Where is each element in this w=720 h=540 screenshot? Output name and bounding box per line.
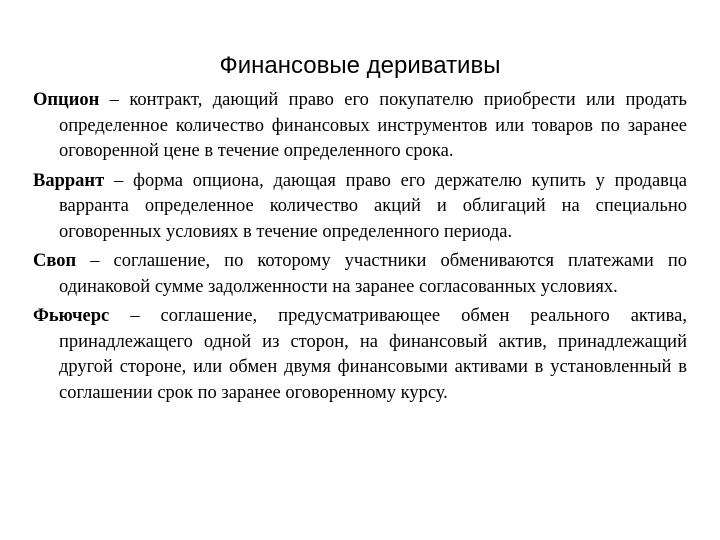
slide-title: Финансовые деривативы bbox=[219, 52, 501, 79]
definition-text: – соглашение, предусматривающее обмен реального актива, принадлежащего одной из сторон, на финансовый актив, принадлежащий другой стороне, или обмен двумя финансовыми активами в установленный в соглашении срок по заранее оговоренному курсу. bbox=[59, 306, 687, 403]
definition-term: Фьючерс bbox=[33, 306, 110, 326]
definition-term: Опцион bbox=[33, 90, 100, 110]
definition-option bbox=[33, 88, 687, 165]
definitions-list bbox=[33, 88, 687, 410]
definition-text: – соглашение, по которому участники обмениваются платежами по одинаковой сумме задолженности на заранее согласованных условиях. bbox=[59, 251, 687, 297]
definition-text: – контракт, дающий право его покупателю приобрести или продать определенное количество финансовых инструментов или товаров по заранее оговоренной цене в течение определенного срока. bbox=[59, 90, 687, 161]
definition-futures bbox=[33, 304, 687, 406]
definition-term: Варрант bbox=[33, 170, 105, 191]
definition-term: Своп bbox=[33, 251, 77, 271]
definition-swap bbox=[33, 249, 687, 300]
definition-text: – форма опциона, дающая право его держателю купить у продавца варранта определенное количество акций и облигаций на специально оговоренных условиях в течение определенного периода. bbox=[59, 170, 687, 242]
definition-warrant bbox=[33, 169, 687, 246]
